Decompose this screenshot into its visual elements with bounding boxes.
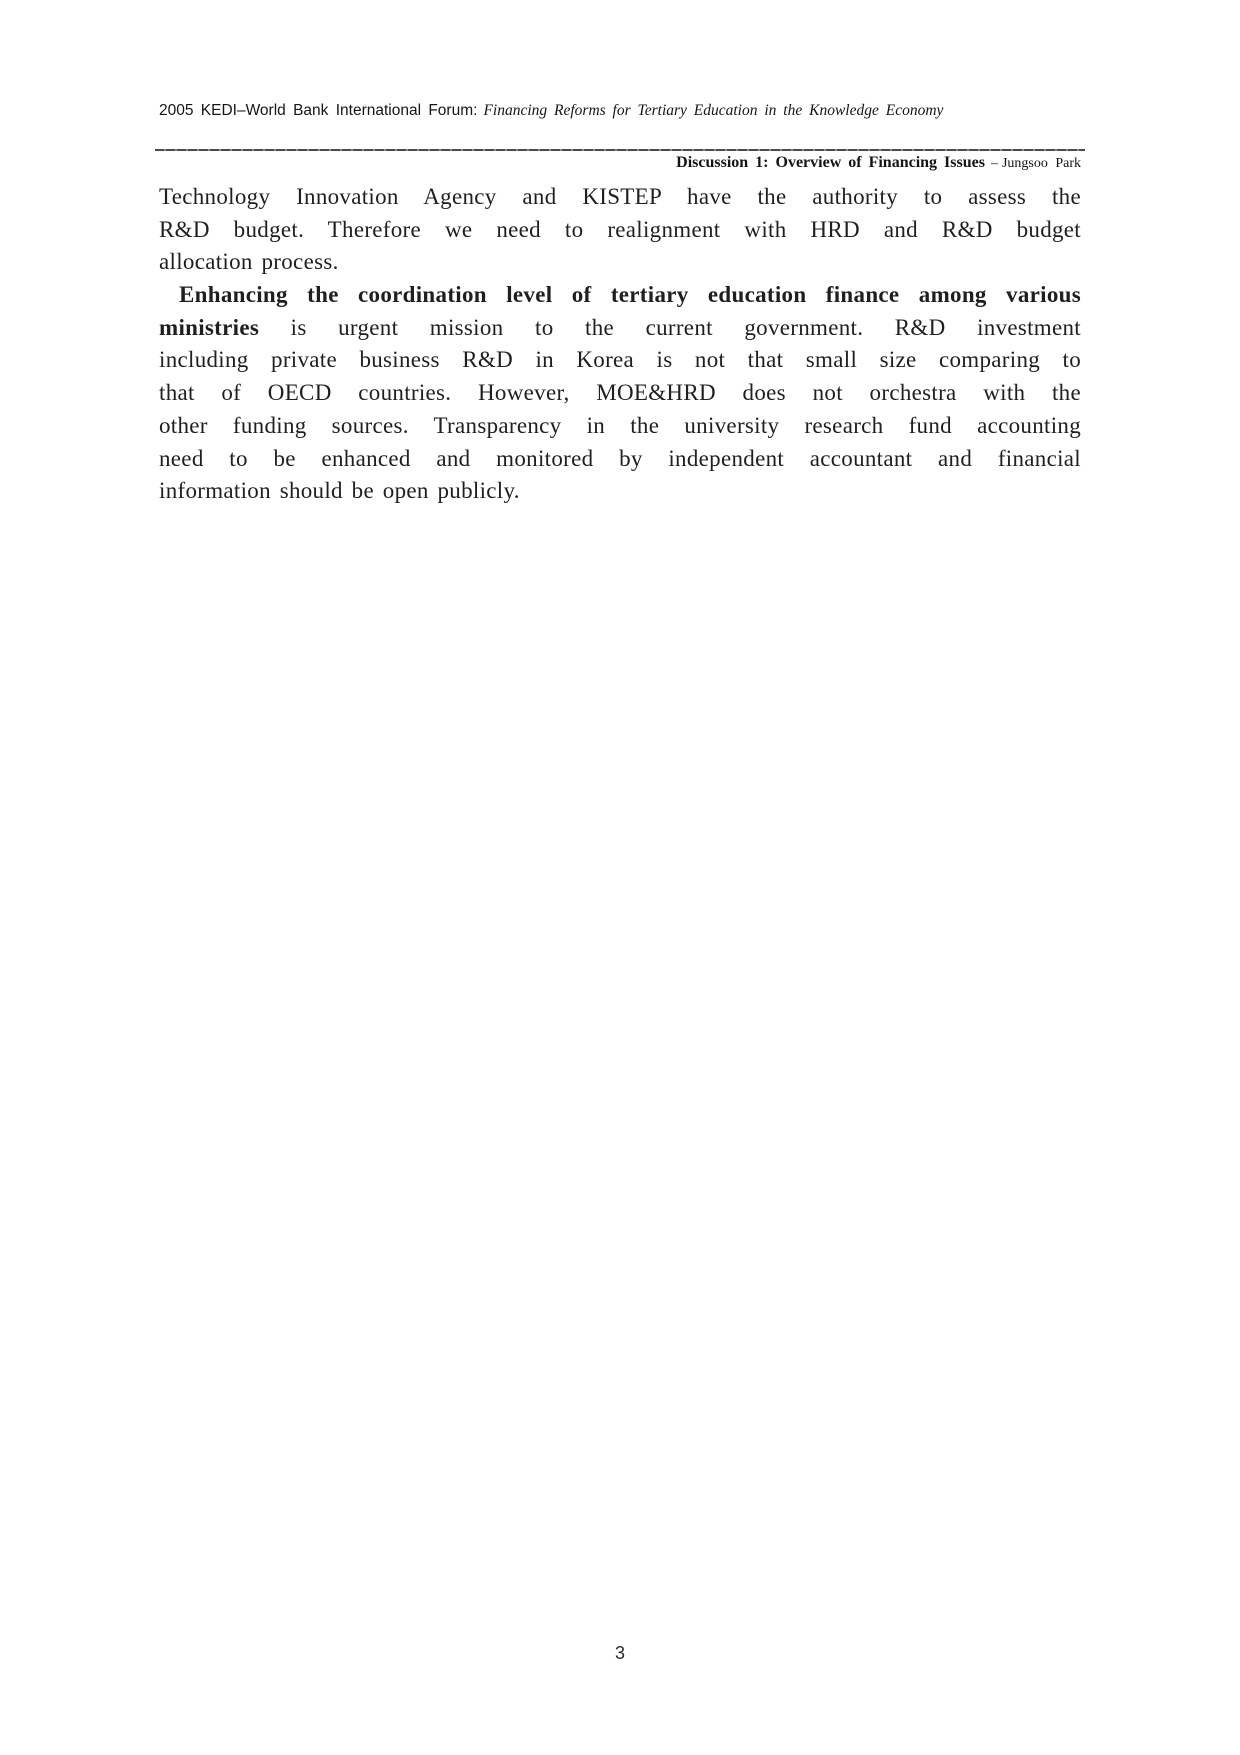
- forum-subtitle: Financing Reforms for Tertiary Education in the Knowledge Economy: [483, 102, 944, 119]
- body-text-segment: that of OECD countries. However, MOE&HRD does not orchestra with the: [159, 380, 1081, 406]
- body-text: [159, 181, 1081, 508]
- body-text-bold-segment: ministries: [159, 314, 260, 340]
- author-name: Jungsoo Park: [1001, 156, 1081, 171]
- body-text-segment: Technology Innovation Agency and KISTEP have the authority to assess the: [159, 184, 1081, 209]
- body-text-segment: allocation process.: [159, 249, 339, 275]
- page-footer: [0, 1643, 1240, 1664]
- header-rule: [155, 149, 1085, 151]
- discussion-title: Discussion 1: Overview of Financing Issues: [676, 154, 985, 171]
- discussion-header: [159, 154, 1081, 172]
- body-line: [159, 279, 1081, 312]
- body-text-segment: including private business R&D in Korea is not that small size comparing to: [159, 347, 1081, 373]
- body-text-segment: R&D budget. Therefore we need to realignment with HRD and R&D budget: [159, 216, 1081, 242]
- body-line: [159, 344, 1081, 377]
- body-line: [159, 181, 1081, 214]
- body-text-bold-segment: Enhancing the coordination level of tertiary education finance among various: [179, 282, 1081, 308]
- body-text-segment: other funding sources. Transparency in the university research fund accounting: [159, 412, 1081, 438]
- body-text-segment: information should be open publicly.: [159, 478, 520, 504]
- body-line: [159, 410, 1081, 443]
- page-header: [159, 101, 1089, 121]
- body-line: [159, 246, 1081, 279]
- body-text-segment: need to be enhanced and monitored by independent accountant and financial: [159, 445, 1081, 471]
- body-line: [159, 214, 1081, 247]
- title-author-separator: –: [990, 156, 998, 171]
- page-number: 3: [614, 1643, 625, 1663]
- body-line: [159, 312, 1081, 345]
- body-line: [159, 443, 1081, 476]
- body-line: [159, 475, 1081, 508]
- body-text-segment: is urgent mission to the current government. R&D investment: [259, 314, 1081, 340]
- body-line: [159, 377, 1081, 410]
- forum-name: 2005 KEDI–World Bank International Forum:: [159, 102, 478, 119]
